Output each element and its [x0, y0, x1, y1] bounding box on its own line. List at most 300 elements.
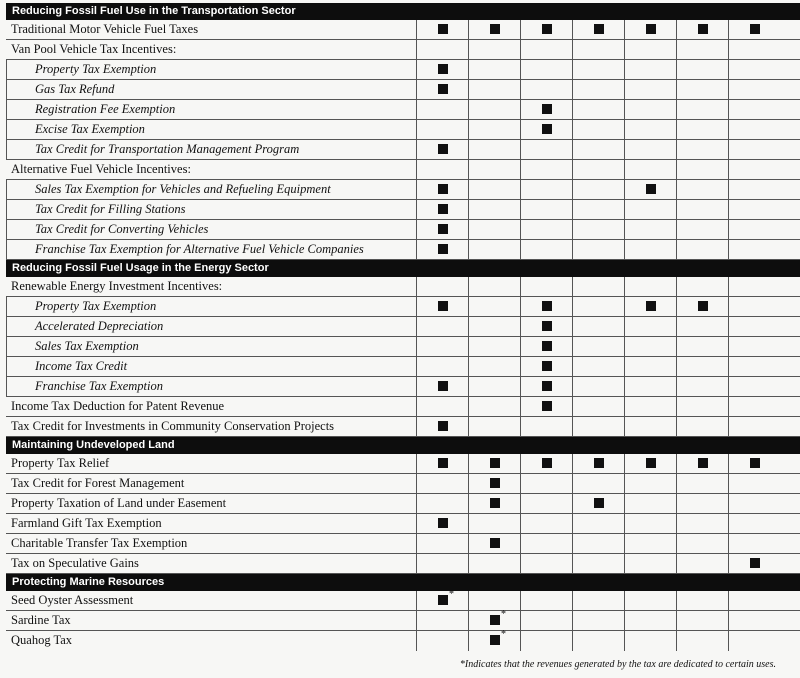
matrix-cell — [624, 20, 676, 39]
matrix-cell — [572, 120, 624, 139]
matrix-cell — [624, 377, 676, 396]
matrix-cell — [728, 417, 780, 436]
matrix-cell — [520, 397, 572, 416]
matrix-cell — [676, 220, 728, 239]
matrix-cell — [468, 100, 520, 119]
matrix-cell — [572, 494, 624, 513]
row-label: Registration Fee Exemption — [6, 100, 416, 119]
filled-square-icon — [646, 184, 656, 194]
matrix-cell — [572, 377, 624, 396]
matrix-cell — [416, 534, 468, 553]
matrix-cell — [520, 454, 572, 473]
matrix-cell — [468, 357, 520, 376]
matrix-cell — [416, 591, 468, 610]
matrix-cell — [728, 377, 780, 396]
matrix-cell — [624, 454, 676, 473]
matrix-cell — [416, 474, 468, 493]
policy-matrix-table — [6, 3, 800, 651]
matrix-cell — [728, 180, 780, 199]
filled-square-icon — [750, 558, 760, 568]
matrix-cell — [572, 80, 624, 99]
matrix-cell — [676, 514, 728, 533]
matrix-cell — [572, 160, 624, 179]
matrix-cell — [728, 160, 780, 179]
filled-square-icon — [438, 204, 448, 214]
matrix-cell — [572, 514, 624, 533]
section-header: Maintaining Undeveloped Land — [6, 437, 800, 454]
matrix-cell — [572, 337, 624, 356]
table-row — [6, 494, 800, 514]
table-row — [6, 317, 800, 337]
matrix-cell — [728, 240, 780, 259]
filled-square-icon — [646, 301, 656, 311]
matrix-cell — [520, 60, 572, 79]
matrix-cell — [520, 200, 572, 219]
filled-square-icon — [542, 361, 552, 371]
matrix-cell — [728, 554, 780, 573]
row-label: Sales Tax Exemption for Vehicles and Refueling Equipment — [6, 180, 416, 199]
filled-square-icon — [542, 124, 552, 134]
matrix-cell — [520, 357, 572, 376]
matrix-cell — [520, 120, 572, 139]
matrix-cell — [520, 611, 572, 630]
matrix-cell — [728, 631, 780, 651]
matrix-cell — [624, 397, 676, 416]
table-row — [6, 337, 800, 357]
matrix-cell — [520, 554, 572, 573]
matrix-cell — [624, 514, 676, 533]
table-row — [6, 140, 800, 160]
filled-square-icon — [438, 84, 448, 94]
row-label: Franchise Tax Exemption for Alternative Fuel Vehicle Companies — [6, 240, 416, 259]
matrix-cell — [416, 180, 468, 199]
row-label: Property Taxation of Land under Easement — [11, 496, 227, 510]
row-label: Income Tax Credit — [6, 357, 416, 376]
matrix-cell — [468, 397, 520, 416]
matrix-cell — [572, 397, 624, 416]
table-row — [6, 277, 800, 297]
matrix-cell — [676, 317, 728, 336]
matrix-cell — [572, 554, 624, 573]
filled-square-icon — [698, 24, 708, 34]
filled-square-icon — [438, 64, 448, 74]
matrix-cell — [676, 534, 728, 553]
matrix-cell — [520, 494, 572, 513]
matrix-cell — [468, 494, 520, 513]
matrix-cell — [572, 357, 624, 376]
matrix-cell — [728, 100, 780, 119]
row-label: Seed Oyster Assessment — [11, 593, 134, 607]
row-label: Charitable Transfer Tax Exemption — [11, 536, 188, 550]
table-row — [6, 160, 800, 180]
matrix-cell — [624, 160, 676, 179]
row-label: Van Pool Vehicle Tax Incentives: — [11, 42, 177, 56]
matrix-cell — [676, 200, 728, 219]
filled-square-icon — [438, 301, 448, 311]
table-row — [6, 120, 800, 140]
filled-square-icon — [542, 341, 552, 351]
matrix-cell — [416, 454, 468, 473]
matrix-cell — [676, 494, 728, 513]
filled-square-icon — [646, 24, 656, 34]
matrix-cell — [416, 80, 468, 99]
matrix-cell — [676, 80, 728, 99]
matrix-cell — [416, 377, 468, 396]
matrix-cell — [572, 277, 624, 296]
matrix-cell — [624, 120, 676, 139]
table-row — [6, 220, 800, 240]
row-label: Income Tax Deduction for Patent Revenue — [11, 399, 225, 413]
filled-square-icon — [438, 458, 448, 468]
matrix-cell — [416, 417, 468, 436]
table-row — [6, 397, 800, 417]
matrix-cell — [676, 357, 728, 376]
filled-square-icon — [750, 458, 760, 468]
matrix-cell — [416, 357, 468, 376]
matrix-cell — [520, 220, 572, 239]
filled-square-icon — [542, 401, 552, 411]
filled-square-icon — [594, 498, 604, 508]
matrix-cell — [676, 20, 728, 39]
filled-square-icon — [542, 104, 552, 114]
matrix-cell — [728, 220, 780, 239]
matrix-cell — [624, 317, 676, 336]
matrix-cell — [416, 397, 468, 416]
filled-square-icon — [542, 381, 552, 391]
matrix-cell — [676, 120, 728, 139]
filled-square-icon — [542, 458, 552, 468]
matrix-cell — [416, 297, 468, 316]
matrix-cell — [468, 180, 520, 199]
matrix-cell — [728, 397, 780, 416]
table-row — [6, 80, 800, 100]
matrix-cell — [468, 40, 520, 59]
matrix-cell — [624, 80, 676, 99]
matrix-cell — [624, 534, 676, 553]
matrix-cell — [728, 534, 780, 553]
matrix-cell — [572, 631, 624, 651]
row-label: Property Tax Exemption — [6, 297, 416, 316]
matrix-cell — [416, 514, 468, 533]
filled-square-icon — [438, 144, 448, 154]
matrix-cell — [728, 337, 780, 356]
matrix-cell — [468, 160, 520, 179]
asterisk-mark: * — [501, 609, 506, 620]
matrix-cell — [520, 317, 572, 336]
matrix-cell — [624, 277, 676, 296]
matrix-cell — [520, 417, 572, 436]
row-label: Property Tax Exemption — [6, 60, 416, 79]
matrix-cell — [520, 277, 572, 296]
matrix-cell — [468, 417, 520, 436]
matrix-cell — [676, 140, 728, 159]
filled-square-icon — [542, 301, 552, 311]
matrix-cell — [728, 317, 780, 336]
filled-square-icon — [438, 184, 448, 194]
matrix-cell — [416, 160, 468, 179]
matrix-cell — [468, 337, 520, 356]
matrix-cell — [624, 631, 676, 651]
matrix-cell — [572, 317, 624, 336]
matrix-cell — [728, 494, 780, 513]
table-row — [6, 417, 800, 437]
matrix-cell — [468, 297, 520, 316]
matrix-cell — [468, 120, 520, 139]
matrix-cell — [624, 220, 676, 239]
row-label: Alternative Fuel Vehicle Incentives: — [11, 162, 191, 176]
matrix-cell — [520, 534, 572, 553]
matrix-cell — [468, 220, 520, 239]
matrix-cell — [624, 100, 676, 119]
table-row — [6, 377, 800, 397]
matrix-cell — [468, 454, 520, 473]
matrix-cell — [572, 60, 624, 79]
matrix-cell — [728, 474, 780, 493]
matrix-cell — [468, 277, 520, 296]
matrix-cell — [624, 180, 676, 199]
matrix-cell — [416, 337, 468, 356]
matrix-cell — [572, 454, 624, 473]
matrix-cell — [728, 120, 780, 139]
row-label: Tax Credit for Forest Management — [11, 476, 185, 490]
row-label: Excise Tax Exemption — [6, 120, 416, 139]
row-label: Renewable Energy Investment Incentives: — [11, 279, 223, 293]
matrix-cell — [468, 317, 520, 336]
table-row — [6, 611, 800, 631]
row-label: Property Tax Relief — [11, 456, 110, 470]
matrix-cell — [572, 417, 624, 436]
table-row — [6, 631, 800, 651]
matrix-cell — [572, 220, 624, 239]
matrix-cell — [728, 297, 780, 316]
matrix-cell — [624, 60, 676, 79]
row-label: Sardine Tax — [11, 613, 71, 627]
matrix-cell — [728, 514, 780, 533]
matrix-cell — [468, 611, 520, 630]
matrix-cell — [468, 20, 520, 39]
table-row — [6, 200, 800, 220]
matrix-cell — [728, 357, 780, 376]
matrix-cell — [416, 100, 468, 119]
matrix-cell — [468, 200, 520, 219]
matrix-cell — [520, 20, 572, 39]
matrix-cell — [728, 20, 780, 39]
filled-square-icon — [490, 615, 500, 625]
matrix-cell — [624, 591, 676, 610]
matrix-cell — [624, 417, 676, 436]
matrix-cell — [728, 611, 780, 630]
filled-square-icon — [490, 635, 500, 645]
matrix-cell — [520, 474, 572, 493]
matrix-cell — [572, 474, 624, 493]
filled-square-icon — [750, 24, 760, 34]
matrix-cell — [728, 200, 780, 219]
filled-square-icon — [594, 24, 604, 34]
filled-square-icon — [438, 224, 448, 234]
table-row — [6, 454, 800, 474]
matrix-cell — [572, 200, 624, 219]
table-row — [6, 60, 800, 80]
matrix-cell — [728, 40, 780, 59]
matrix-cell — [572, 40, 624, 59]
table-row — [6, 357, 800, 377]
matrix-cell — [572, 100, 624, 119]
filled-square-icon — [438, 381, 448, 391]
matrix-cell — [520, 180, 572, 199]
filled-square-icon — [594, 458, 604, 468]
matrix-cell — [624, 240, 676, 259]
filled-square-icon — [490, 24, 500, 34]
matrix-cell — [676, 180, 728, 199]
filled-square-icon — [438, 24, 448, 34]
matrix-cell — [520, 100, 572, 119]
matrix-cell — [676, 554, 728, 573]
matrix-cell — [520, 80, 572, 99]
matrix-cell — [728, 591, 780, 610]
matrix-cell — [416, 494, 468, 513]
matrix-cell — [676, 474, 728, 493]
table-row — [6, 240, 800, 260]
matrix-cell — [416, 20, 468, 39]
asterisk-mark: * — [501, 629, 506, 640]
matrix-cell — [624, 494, 676, 513]
matrix-cell — [676, 337, 728, 356]
table-row — [6, 534, 800, 554]
matrix-cell — [676, 631, 728, 651]
row-label: Farmland Gift Tax Exemption — [11, 516, 162, 530]
matrix-cell — [676, 240, 728, 259]
filled-square-icon — [438, 518, 448, 528]
matrix-cell — [520, 377, 572, 396]
matrix-cell — [624, 611, 676, 630]
matrix-cell — [676, 454, 728, 473]
matrix-cell — [572, 297, 624, 316]
row-label: Accelerated Depreciation — [6, 317, 416, 336]
matrix-cell — [624, 200, 676, 219]
matrix-cell — [676, 591, 728, 610]
filled-square-icon — [438, 244, 448, 254]
table-row — [6, 20, 800, 40]
table-row — [6, 514, 800, 534]
table-row — [6, 297, 800, 317]
matrix-cell — [728, 454, 780, 473]
matrix-cell — [572, 240, 624, 259]
filled-square-icon — [542, 24, 552, 34]
matrix-cell — [676, 100, 728, 119]
matrix-cell — [624, 357, 676, 376]
matrix-cell — [520, 40, 572, 59]
matrix-cell — [572, 611, 624, 630]
footnote: *Indicates that the revenues generated by the tax are dedicated to certain uses. — [459, 659, 776, 670]
matrix-cell — [676, 611, 728, 630]
row-label: Tax Credit for Converting Vehicles — [6, 220, 416, 239]
matrix-cell — [572, 591, 624, 610]
filled-square-icon — [438, 595, 448, 605]
matrix-cell — [468, 140, 520, 159]
matrix-cell — [416, 140, 468, 159]
filled-square-icon — [698, 458, 708, 468]
matrix-cell — [416, 40, 468, 59]
matrix-cell — [520, 337, 572, 356]
matrix-cell — [572, 140, 624, 159]
matrix-cell — [468, 534, 520, 553]
matrix-cell — [572, 534, 624, 553]
matrix-cell — [520, 240, 572, 259]
section-header: Protecting Marine Resources — [6, 574, 800, 591]
matrix-cell — [676, 60, 728, 79]
filled-square-icon — [490, 538, 500, 548]
matrix-cell — [728, 80, 780, 99]
matrix-cell — [416, 240, 468, 259]
matrix-cell — [676, 297, 728, 316]
row-label: Sales Tax Exemption — [6, 337, 416, 356]
table-row — [6, 40, 800, 60]
filled-square-icon — [438, 421, 448, 431]
matrix-cell — [624, 474, 676, 493]
matrix-cell — [676, 40, 728, 59]
matrix-cell — [468, 377, 520, 396]
matrix-cell — [416, 60, 468, 79]
matrix-cell — [676, 160, 728, 179]
matrix-cell — [520, 297, 572, 316]
matrix-cell — [416, 631, 468, 651]
row-label: Tax on Speculative Gains — [11, 556, 139, 570]
matrix-cell — [468, 514, 520, 533]
filled-square-icon — [490, 498, 500, 508]
row-label: Tax Credit for Filling Stations — [6, 200, 416, 219]
matrix-cell — [624, 337, 676, 356]
section-header: Reducing Fossil Fuel Use in the Transportation Sector — [6, 3, 800, 20]
matrix-cell — [572, 180, 624, 199]
row-label: Tax Credit for Transportation Management Program — [6, 140, 416, 159]
table-row — [6, 554, 800, 574]
row-label: Franchise Tax Exemption — [6, 377, 416, 396]
matrix-cell — [416, 554, 468, 573]
section-header: Reducing Fossil Fuel Usage in the Energy Sector — [6, 260, 800, 277]
matrix-cell — [416, 317, 468, 336]
row-label: Gas Tax Refund — [6, 80, 416, 99]
matrix-cell — [468, 591, 520, 610]
filled-square-icon — [646, 458, 656, 468]
matrix-cell — [468, 554, 520, 573]
matrix-cell — [728, 140, 780, 159]
asterisk-mark: * — [449, 589, 454, 600]
matrix-cell — [416, 277, 468, 296]
matrix-cell — [520, 140, 572, 159]
matrix-cell — [416, 220, 468, 239]
matrix-cell — [468, 80, 520, 99]
filled-square-icon — [698, 301, 708, 311]
table-row — [6, 474, 800, 494]
row-label: Tax Credit for Investments in Community Conservation Projects — [11, 419, 335, 433]
matrix-cell — [520, 631, 572, 651]
matrix-cell — [520, 514, 572, 533]
table-row — [6, 100, 800, 120]
filled-square-icon — [490, 458, 500, 468]
matrix-cell — [728, 60, 780, 79]
matrix-cell — [468, 60, 520, 79]
matrix-cell — [676, 397, 728, 416]
matrix-cell — [572, 20, 624, 39]
row-label: Traditional Motor Vehicle Fuel Taxes — [11, 22, 199, 36]
matrix-cell — [416, 200, 468, 219]
matrix-cell — [624, 140, 676, 159]
filled-square-icon — [542, 321, 552, 331]
matrix-cell — [468, 474, 520, 493]
matrix-cell — [676, 377, 728, 396]
matrix-cell — [520, 160, 572, 179]
matrix-cell — [416, 120, 468, 139]
